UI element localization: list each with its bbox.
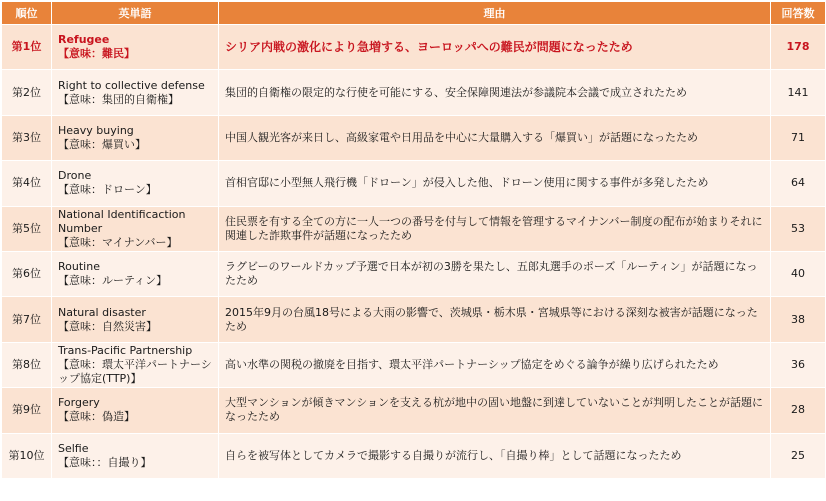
word-meaning: 【意味：：自撮り】 — [58, 455, 152, 469]
word-meaning: 【意味：マイナンバー】 — [58, 235, 178, 249]
word-cell — [52, 70, 219, 115]
header-row — [2, 2, 826, 25]
header-reason: 理由 — [219, 2, 771, 25]
rank-cell: 第9位 — [2, 388, 52, 433]
word-cell — [52, 25, 219, 70]
reason-cell: 大型マンションが傾きマンションを支える杭が地中の固い地盤に到達していないことが判明したことが話題になったため — [219, 388, 771, 433]
reason-cell: 首相官邸に小型無人飛行機「ドローン」が侵入した他、ドローン使用に関する事件が多発したため — [219, 161, 771, 206]
word-meaning: 【意味：自然災害】 — [58, 319, 157, 333]
table-row — [2, 70, 826, 115]
ranking-table — [1, 1, 826, 479]
count-cell: 64 — [771, 161, 826, 206]
english-word: Routine — [58, 260, 100, 274]
count-cell: 53 — [771, 206, 826, 251]
table-row — [2, 251, 826, 296]
table-row — [2, 433, 826, 478]
table-row — [2, 297, 826, 342]
table-row — [2, 115, 826, 160]
table-row — [2, 206, 826, 251]
count-cell: 40 — [771, 251, 826, 296]
word-cell — [52, 206, 219, 251]
table-row — [2, 342, 826, 387]
header-count: 回答数 — [771, 2, 826, 25]
english-word: Right to collective defense — [58, 78, 205, 92]
rank-cell: 第8位 — [2, 342, 52, 387]
english-word: Natural disaster — [58, 305, 146, 319]
english-word: Drone — [58, 169, 92, 183]
word-cell — [52, 251, 219, 296]
word-meaning: 【意味：ドローン】 — [58, 183, 157, 197]
word-meaning: 【意味：集団的自衛権】 — [58, 92, 179, 106]
table-row — [2, 25, 826, 70]
word-meaning: 【意味：難民】 — [58, 47, 135, 61]
word-cell — [52, 161, 219, 206]
word-cell — [52, 388, 219, 433]
english-word: Selfie — [58, 441, 89, 455]
count-cell: 36 — [771, 342, 826, 387]
rank-cell: 第5位 — [2, 206, 52, 251]
header-rank: 順位 — [2, 2, 52, 25]
count-cell: 25 — [771, 433, 826, 478]
reason-cell: ラグビーのワールドカップ予選で日本が初の3勝を果たし、五郎丸選手のポーズ「ルーティン」が話題になったため — [219, 251, 771, 296]
header-word: 英単語 — [52, 2, 219, 25]
reason-cell: シリア内戦の激化により急増する、ヨーロッパへの難民が問題になったため — [219, 25, 771, 70]
word-meaning: 【意味：爆買い】 — [58, 137, 146, 151]
rank-cell: 第6位 — [2, 251, 52, 296]
rank-cell: 第3位 — [2, 115, 52, 160]
count-cell: 38 — [771, 297, 826, 342]
reason-cell: 高い水準の関税の撤廃を目指す、環太平洋パートナーシップ協定をめぐる論争が繰り広げられたため — [219, 342, 771, 387]
rank-cell: 第1位 — [2, 25, 52, 70]
english-word: Refugee — [58, 33, 110, 47]
word-meaning: 【意味：環太平洋パートナーシップ協定(TTP)】 — [58, 357, 212, 385]
rank-cell: 第4位 — [2, 161, 52, 206]
reason-cell: 集団的自衛権の限定的な行使を可能にする、安全保障関連法が参議院本会議で成立されたため — [219, 70, 771, 115]
table-row — [2, 161, 826, 206]
word-cell — [52, 115, 219, 160]
word-meaning: 【意味：偽造】 — [58, 410, 135, 424]
english-word: National Identificaction Number — [58, 207, 186, 235]
english-word: Forgery — [58, 396, 100, 410]
reason-cell: 自らを被写体としてカメラで撮影する自撮りが流行し、「自撮り棒」として話題になったため — [219, 433, 771, 478]
table-row — [2, 388, 826, 433]
reason-cell: 中国人観光客が来日し、高級家電や日用品を中心に大量購入する「爆買い」が話題になったため — [219, 115, 771, 160]
count-cell: 141 — [771, 70, 826, 115]
word-cell — [52, 433, 219, 478]
rank-cell: 第2位 — [2, 70, 52, 115]
reason-cell: 住民票を有する全ての方に一人一つの番号を付与して情報を管理するマイナンバー制度の配布が始まりそれに関連した詐欺事件が話題になったため — [219, 206, 771, 251]
word-meaning: 【意味：ルーティン】 — [58, 274, 168, 288]
english-word: Trans-Pacific Partnership — [58, 343, 193, 357]
rank-cell: 第7位 — [2, 297, 52, 342]
count-cell: 178 — [771, 25, 826, 70]
count-cell: 28 — [771, 388, 826, 433]
count-cell: 71 — [771, 115, 826, 160]
reason-cell: 2015年9月の台風18号による大雨の影響で、茨城県・栃木県・宮城県等における深刻な被害が話題になったため — [219, 297, 771, 342]
word-cell — [52, 342, 219, 387]
rank-cell: 第10位 — [2, 433, 52, 478]
english-word: Heavy buying — [58, 123, 134, 137]
word-cell — [52, 297, 219, 342]
